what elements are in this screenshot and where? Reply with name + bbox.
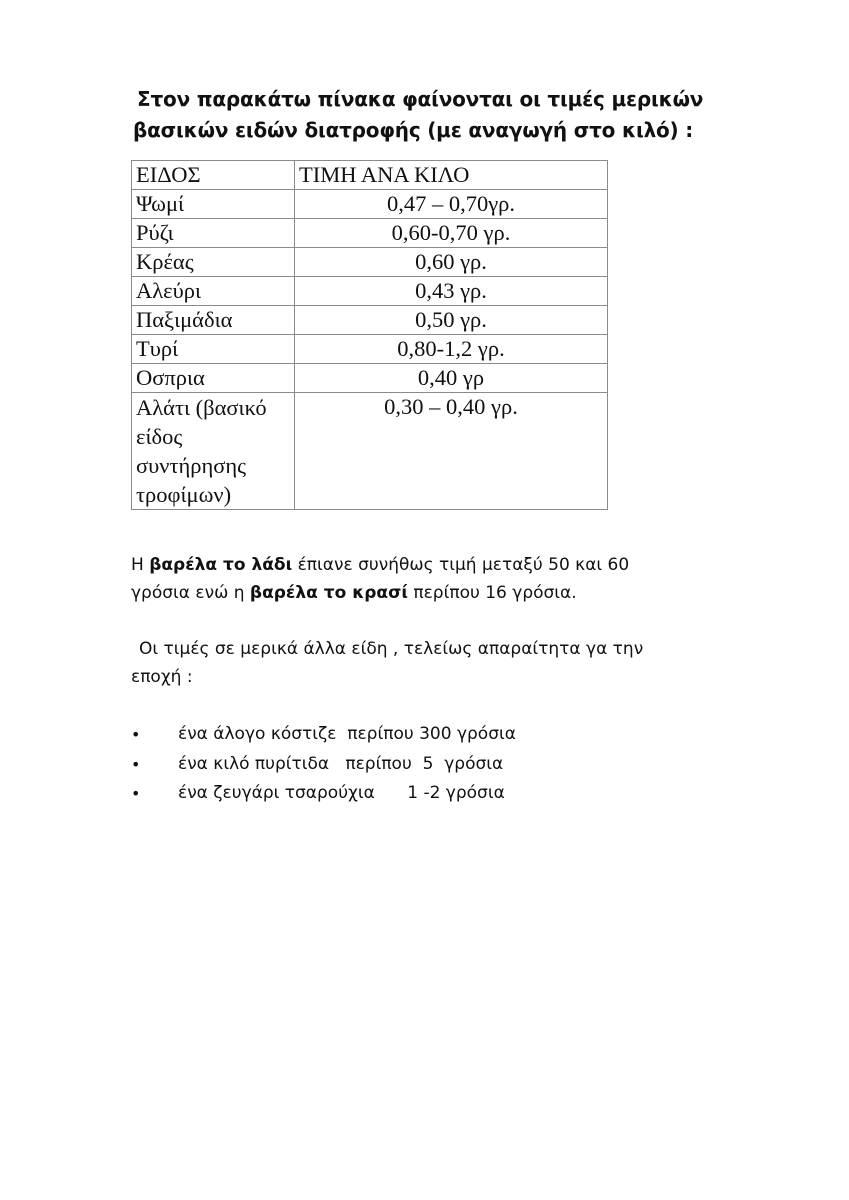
price-cell: 0,60 γρ. bbox=[295, 248, 608, 277]
paragraph-barrel-prices bbox=[131, 551, 711, 607]
title-line-2: βασικών ειδών διατροφής (με αναγωγή στο κιλό) : bbox=[133, 118, 694, 142]
bullet-list bbox=[131, 720, 516, 809]
item-cell: Κρέας bbox=[132, 248, 295, 277]
paragraph-other-prices bbox=[131, 635, 711, 691]
paragraph-text: Οι τιμές σε μερικά άλλα είδη , τελείως απαραίτητα γα την bbox=[139, 639, 644, 659]
table-row bbox=[132, 306, 608, 335]
item-cell-line: συντήρησης bbox=[136, 453, 247, 478]
price-cell: 0,47 – 0,70γρ. bbox=[295, 190, 608, 219]
table-row bbox=[132, 248, 608, 277]
table-row bbox=[132, 364, 608, 393]
list-item bbox=[131, 779, 516, 809]
column-header-item: ΕΙΔΟΣ bbox=[132, 161, 295, 190]
item-cell: Τυρί bbox=[132, 335, 295, 364]
bullet-icon: • bbox=[131, 784, 141, 803]
prices-table bbox=[131, 160, 608, 510]
price-cell: 0,80-1,2 γρ. bbox=[295, 335, 608, 364]
price-cell: 0,50 γρ. bbox=[295, 306, 608, 335]
item-cell-line: είδος bbox=[136, 424, 183, 449]
price-cell: 0,43 γρ. bbox=[295, 277, 608, 306]
table-header-row bbox=[132, 161, 608, 190]
item-cell: Αλεύρι bbox=[132, 277, 295, 306]
table-row bbox=[132, 335, 608, 364]
page-title bbox=[133, 84, 733, 146]
paragraph-text: Η bbox=[131, 555, 150, 575]
item-cell-line: τροφίμων) bbox=[136, 482, 232, 507]
paragraph-text: έπιανε συνήθως τιμή μεταξύ 50 και 60 bbox=[292, 555, 630, 575]
table-row bbox=[132, 219, 608, 248]
paragraph-bold-text: βαρέλα το κρασί bbox=[249, 583, 408, 603]
bullet-icon: • bbox=[131, 754, 141, 774]
item-cell: Ρύζι bbox=[132, 219, 295, 248]
paragraph-text: εποχή : bbox=[131, 667, 193, 687]
item-cell: Οσπρια bbox=[132, 364, 295, 393]
column-header-price: ΤΙΜΗ ΑΝΑ ΚΙΛΟ bbox=[295, 161, 608, 190]
list-item bbox=[131, 720, 516, 750]
price-cell: 0,40 γρ bbox=[295, 364, 608, 393]
item-cell-line: Αλάτι (βασικό bbox=[136, 395, 267, 420]
list-item-text: ένα ζευγάρι τσαρούχια 1 -2 γρόσια bbox=[178, 783, 505, 803]
list-item bbox=[131, 750, 516, 780]
price-cell: 0,30 – 0,40 γρ. bbox=[295, 393, 608, 510]
list-item-text: ένα κιλό πυρίτιδα περίπου 5 γρόσια bbox=[178, 753, 504, 774]
paragraph-text: περίπου 16 γρόσια. bbox=[407, 583, 577, 603]
item-cell: Παξιμάδια bbox=[132, 306, 295, 335]
item-cell bbox=[132, 393, 295, 510]
bullet-icon: • bbox=[131, 725, 141, 744]
table-row bbox=[132, 277, 608, 306]
item-cell: Ψωμί bbox=[132, 190, 295, 219]
list-item-text: ένα άλογο κόστιζε περίπου 300 γρόσια bbox=[178, 724, 516, 744]
title-line-1: Στον παρακάτω πίνακα φαίνονται οι τιμές μερικών bbox=[137, 87, 704, 111]
price-cell: 0,60-0,70 γρ. bbox=[295, 219, 608, 248]
table-row bbox=[132, 393, 608, 510]
paragraph-bold-text: βαρέλα το λάδι bbox=[149, 555, 293, 575]
table-row bbox=[132, 190, 608, 219]
paragraph-text: γρόσια ενώ η bbox=[131, 583, 250, 603]
